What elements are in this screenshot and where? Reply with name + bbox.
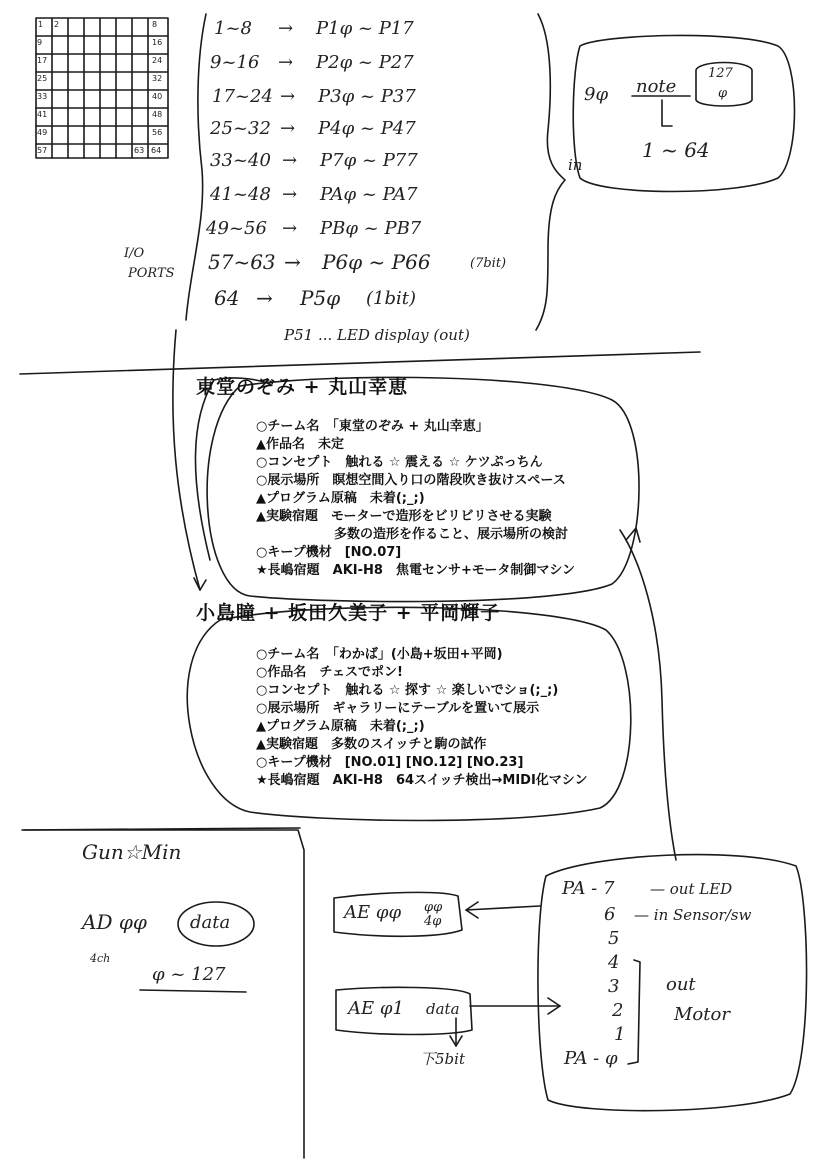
channel-label: 4ch [90, 952, 111, 965]
team1-item: ★長嶋宿題 AKI-H8 焦電センサ+モータ制御マシン [256, 563, 575, 578]
team-to-pa-connector [620, 530, 676, 860]
note-prefix: 9φ [584, 84, 609, 105]
port-range: 1~8 [214, 18, 252, 39]
port-pins: P4φ ~ P47 [318, 118, 416, 139]
grid-number: 64 [151, 146, 162, 155]
pa0-label: PA - φ [564, 1048, 618, 1069]
pa5-label: 5 [608, 928, 620, 949]
team2-item: ★長嶋宿題 AKI-H8 64スイッチ検出→MIDI化マシン [256, 773, 588, 788]
team1-item: 多数の造形を作ること、展示場所の検討 [256, 527, 569, 542]
team2-item: ▲実験宿題 多数のスイッチと駒の試作 [256, 737, 487, 752]
arrow: → [284, 250, 301, 274]
ae0-sub: φφ [424, 900, 443, 915]
grid-number: 57 [37, 146, 48, 155]
port-pins: P2φ ~ P27 [316, 52, 414, 73]
ae0-sub: 4φ [424, 914, 442, 929]
grid-number: 41 [37, 110, 48, 119]
port-range: 25~32 [210, 118, 271, 139]
port-range: 17~24 [212, 86, 273, 107]
note-result: 1 ~ 64 [642, 138, 710, 162]
port-range: 41~48 [210, 184, 271, 205]
arrow: → [278, 52, 294, 73]
lower-5bit-note: 下5bit [420, 1050, 465, 1068]
led-display-note: P51 ... LED display (out) [284, 326, 470, 344]
pa1-label: 1 [614, 1024, 626, 1045]
grid-number: 33 [37, 92, 48, 101]
pa4-label: 4 [608, 952, 620, 973]
arrow: → [256, 286, 273, 310]
arrow: → [280, 118, 296, 139]
grid-number: 40 [152, 92, 163, 101]
ports-label: PORTS [128, 266, 175, 281]
pa3-label: 3 [608, 976, 620, 997]
arrow: → [278, 18, 294, 39]
grid-number: 63 [134, 146, 145, 155]
team1-item: ○コンセプト 触れる ☆ 震える ☆ ケツぷっちん [256, 455, 543, 470]
port-pins: PAφ ~ PA7 [320, 184, 418, 205]
team1-item: ▲実験宿題 モーターで造形をビリビリさせる実験 [256, 509, 552, 524]
arrow: → [282, 150, 298, 171]
data-label: data [190, 912, 231, 933]
io-label: I/O [124, 246, 145, 261]
team1-item: ○キープ機材 [NO.07] [256, 545, 402, 560]
ae1-label: AE φ1 [348, 998, 404, 1019]
fraction-denominator: φ [718, 86, 728, 101]
port-pins: P1φ ~ P17 [316, 18, 414, 39]
pa2-label: 2 [612, 1000, 624, 1021]
fraction-numerator: 127 [708, 66, 733, 81]
port-pins: PBφ ~ PB7 [320, 218, 422, 239]
port-pins: P6φ ~ P66 [322, 250, 431, 274]
in-label: in [568, 156, 583, 174]
team2-item: ○キープ機材 [NO.01] [NO.12] [NO.23] [256, 755, 524, 770]
team2-item: ○展示場所 ギャラリーにテーブルを置いて展示 [256, 701, 540, 716]
port-range: 33~40 [210, 150, 271, 171]
gunmin-title: Gun☆Min [82, 840, 182, 864]
grid-number: 2 [54, 20, 60, 29]
port-range: 57~63 [208, 250, 276, 274]
note-box [573, 35, 794, 191]
team1-item: ○チーム名 「東堂のぞみ + 丸山幸恵」 [256, 419, 489, 434]
bit-note: (7bit) [470, 256, 507, 271]
arrow: → [280, 86, 296, 107]
team1-item: ○展示場所 瞑想空間入り口の階段吹き抜けスペース [256, 473, 566, 488]
pa6-label: 6 [604, 904, 616, 925]
pa7-label: PA - 7 [562, 878, 615, 899]
team1-item: ▲プログラム原稿 未着(;_;) [256, 491, 425, 506]
port-brace [536, 14, 565, 330]
grid-number: 16 [152, 38, 163, 47]
port-range: 64 [214, 286, 240, 310]
ae1-data: data [426, 1000, 460, 1018]
team2-item: ○コンセプト 触れる ☆ 探す ☆ 楽しいでショ(;_;) [256, 683, 559, 698]
port-range: 49~56 [206, 218, 267, 239]
pa7-desc: — out LED [650, 880, 733, 898]
grid-number: 56 [152, 128, 163, 137]
port-pins: P5φ [300, 286, 341, 310]
grid-number: 48 [152, 110, 163, 119]
arrow: → [282, 184, 298, 205]
grid-number: 1 [38, 20, 44, 29]
grid-number: 9 [37, 38, 43, 47]
team2-item: ○チーム名 「わかば」(小島+坂田+平岡) [256, 647, 503, 662]
team1-title: 東堂のぞみ + 丸山幸恵 [196, 376, 409, 398]
team1-item: ▲作品名 未定 [256, 437, 344, 452]
grid-number: 8 [152, 20, 158, 29]
ae0-label: AE φφ [344, 902, 402, 923]
data-range: φ ~ 127 [152, 964, 226, 985]
motor-label: Motor [674, 1004, 730, 1025]
port-pins: P3φ ~ P37 [318, 86, 416, 107]
note-word: note [636, 76, 677, 97]
port-pins: P7φ ~ P77 [320, 150, 418, 171]
grid-number: 25 [37, 74, 48, 83]
team2-title: 小島瞳 + 坂田久美子 + 平岡輝子 [196, 602, 501, 624]
arrow: → [282, 218, 298, 239]
gunmin-box [24, 830, 304, 1158]
team2-item: ▲プログラム原稿 未着(;_;) [256, 719, 425, 734]
grid-number: 17 [37, 56, 48, 65]
pa6-desc: — in Sensor/sw [634, 906, 752, 924]
port-grid [36, 18, 168, 158]
ad-label: AD φφ [82, 910, 147, 934]
team2-item: ○作品名 チェスでポン! [256, 665, 403, 680]
bit-note: (1bit) [366, 288, 417, 309]
grid-number: 49 [37, 128, 48, 137]
grid-number: 24 [152, 56, 163, 65]
out-label: out [666, 974, 696, 995]
port-range: 9~16 [210, 52, 260, 73]
grid-number: 32 [152, 74, 163, 83]
